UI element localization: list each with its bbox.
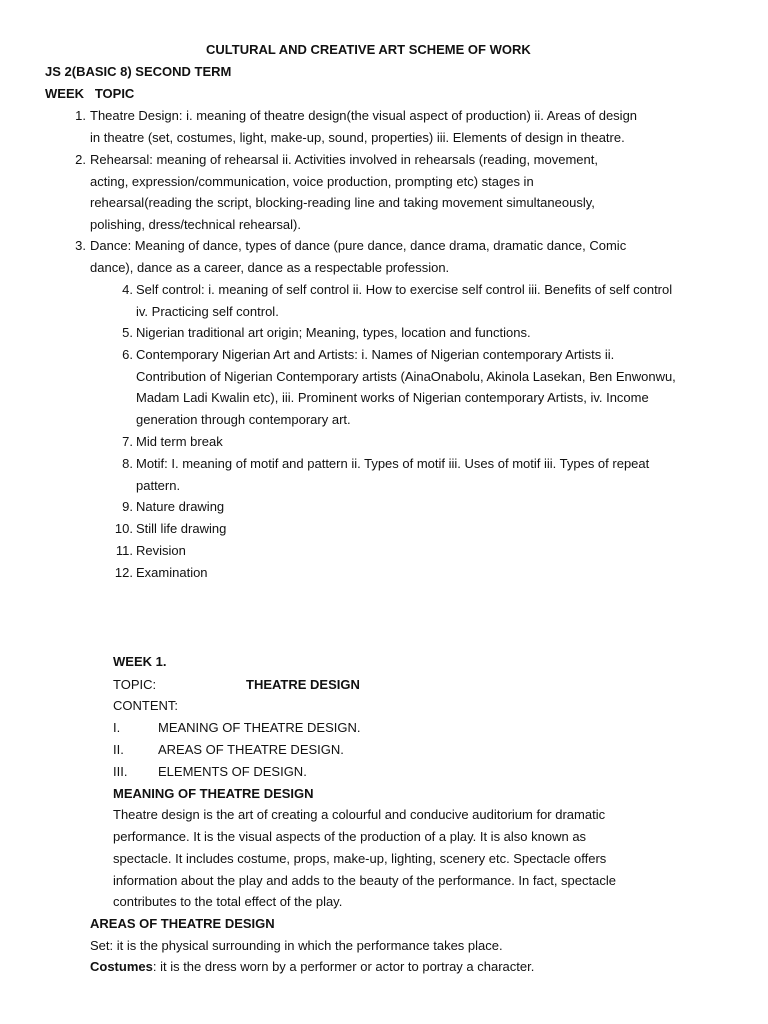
scheme-item-text: Contemporary Nigerian Art and Artists: i. Names of Nigerian contemporary Artists ii. [136, 347, 615, 362]
content-item-text: AREAS OF THEATRE DESIGN. [158, 742, 344, 757]
set-definition: Set: it is the physical surrounding in which the performance takes place. [90, 938, 503, 953]
meaning-paragraph-line: performance. It is the visual aspects of the production of a play. It is also known as [113, 829, 587, 844]
scheme-item-text: Nigerian traditional art origin; Meaning, types, location and functions. [136, 325, 531, 340]
scheme-item-text: polishing, dress/technical rehearsal). [90, 217, 301, 232]
scheme-item-text: iv. Practicing self control. [136, 304, 279, 319]
scheme-item-number: 11. [115, 543, 133, 558]
scheme-item-text: Mid term break [136, 434, 223, 449]
scheme-item-text: in theatre (set, costumes, light, make-up, sound, properties) iii. Elements of design in theatre. [90, 130, 625, 145]
scheme-item-text: acting, expression/communication, voice production, prompting etc) stages in [90, 174, 534, 189]
scheme-item-number: 7. [122, 434, 133, 449]
content-item-text: ELEMENTS OF DESIGN. [158, 764, 307, 779]
areas-heading: AREAS OF THEATRE DESIGN [90, 916, 275, 931]
scheme-item-number: 2. [75, 152, 86, 167]
meaning-paragraph-line: contributes to the total effect of the play. [113, 894, 343, 909]
content-item-numeral: III. [113, 764, 128, 779]
meaning-paragraph-line: information about the play and adds to the beauty of the performance. In fact, spectacle [113, 873, 616, 888]
costumes-text: : it is the dress worn by a performer or actor to portray a character. [152, 959, 535, 974]
scheme-item-text: Examination [136, 565, 208, 580]
costumes-definition [90, 958, 534, 976]
meaning-heading: MEANING OF THEATRE DESIGN [113, 786, 314, 801]
content-item-text: MEANING OF THEATRE DESIGN. [158, 720, 361, 735]
scheme-item-text: Still life drawing [136, 521, 227, 536]
costumes-term: Costumes [90, 959, 153, 974]
scheme-item-text: generation through contemporary art. [136, 412, 351, 427]
content-item-numeral: II. [113, 742, 124, 757]
scheme-item-number: 12. [114, 565, 133, 580]
scheme-item-text: Self control: i. meaning of self control ii. How to exercise self control iii. Benefits of self control [136, 282, 673, 297]
content-item-numeral: I. [113, 720, 121, 735]
topic-label: TOPIC: [113, 677, 157, 692]
meaning-paragraph-line: spectacle. It includes costume, props, make-up, lighting, scenery etc. Spectacle offers [113, 851, 607, 866]
document-title: CULTURAL AND CREATIVE ART SCHEME OF WORK [206, 42, 531, 57]
scheme-item-number: 3. [75, 238, 86, 253]
scheme-item-text: Contribution of Nigerian Contemporary artists (AinaOnabolu, Akinola Lasekan, Ben Enwonwu, [136, 369, 676, 384]
scheme-item-text: Rehearsal: meaning of rehearsal ii. Activities involved in rehearsals (reading, movement, [90, 152, 598, 167]
scheme-item-number: 5. [122, 325, 133, 340]
scheme-item-text: Theatre Design: i. meaning of theatre design(the visual aspect of production) ii. Areas of design [90, 108, 638, 123]
week-1-heading: WEEK 1. [113, 654, 167, 669]
scheme-item-text: pattern. [136, 478, 181, 493]
scheme-item-number: 8. [122, 456, 133, 471]
scheme-item-text: Motif: I. meaning of motif and pattern ii. Types of motif iii. Uses of motif iii. Types of repeat [136, 456, 650, 471]
scheme-item-number: 10. [114, 521, 133, 536]
topic-value: THEATRE DESIGN [246, 677, 360, 692]
week-topic-header: WEEK TOPIC [45, 86, 135, 101]
scheme-item-number: 1. [75, 108, 86, 123]
scheme-item-text: dance), dance as a career, dance as a respectable profession. [90, 260, 450, 275]
class-term-heading: JS 2(BASIC 8) SECOND TERM [45, 64, 232, 79]
scheme-item-number: 9. [122, 499, 133, 514]
scheme-item-text: Dance: Meaning of dance, types of dance (pure dance, dance drama, dramatic dance, Comic [90, 238, 627, 253]
content-label: CONTENT: [113, 698, 178, 713]
scheme-item-text: Revision [136, 543, 186, 558]
scheme-item-number: 4. [122, 282, 133, 297]
scheme-item-number: 6. [122, 347, 133, 362]
meaning-paragraph-line: Theatre design is the art of creating a colourful and conducive auditorium for dramatic [113, 807, 606, 822]
scheme-item-text: Madam Ladi Kwalin etc), iii. Prominent works of Nigerian contemporary Artists, iv. Income [136, 390, 649, 405]
scheme-item-text: Nature drawing [136, 499, 225, 514]
scheme-item-text: rehearsal(reading the script, blocking-reading line and taking movement simultaneously, [90, 195, 595, 210]
